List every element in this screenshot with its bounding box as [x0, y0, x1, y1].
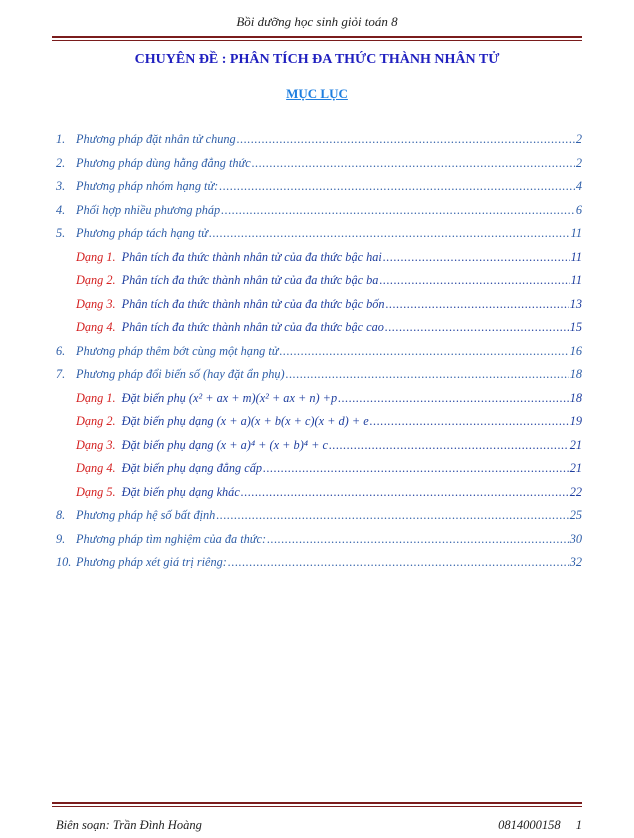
toc-entry-number: 8.	[56, 508, 66, 522]
toc-entry[interactable]	[56, 156, 582, 180]
toc-entry-number: 6.	[56, 343, 66, 358]
footer-rule-thin	[52, 806, 582, 807]
page-number: 1	[575, 818, 582, 832]
toc-entry-page: 2	[575, 132, 582, 146]
toc-entry-page: 21	[569, 461, 582, 475]
document-title: CHUYÊN ĐỀ : PHÂN TÍCH ĐA THỨC THÀNH NHÂN TỬ	[134, 52, 500, 67]
toc-entry-number: 10.	[56, 555, 72, 569]
toc-entry-page: 2	[575, 155, 582, 170]
toc-entry[interactable]	[56, 438, 582, 462]
toc-entry[interactable]	[56, 414, 582, 438]
toc-leader-dots	[209, 226, 570, 241]
toc-entry-page: 15	[569, 320, 582, 334]
toc-entry[interactable]	[56, 320, 582, 344]
footer-right	[486, 818, 582, 833]
toc-leader-dots	[267, 532, 569, 547]
footer-author: Biên soạn: Trần Đình Hoàng	[56, 818, 202, 832]
toc-entry-page: 19	[569, 414, 582, 428]
toc-entry-title: Phương pháp đặt nhân tử chung	[76, 132, 236, 146]
toc-entry[interactable]	[56, 132, 582, 156]
toc-entry[interactable]	[56, 297, 582, 321]
toc-entry-type: Dạng 4.	[76, 461, 116, 475]
toc-leader-dots	[385, 320, 569, 335]
toc-entry-title: Phân tích đa thức thành nhân tử của đa thức bậc ba	[121, 273, 379, 287]
toc-leader-dots	[286, 367, 569, 382]
footer-phone: 0814000158	[498, 818, 561, 832]
toc-entry-page: 4	[575, 179, 582, 193]
toc-entry-title: Phương pháp hệ số bất định	[76, 508, 216, 522]
table-of-contents	[56, 132, 582, 579]
toc-entry-page: 16	[569, 343, 582, 358]
toc-entry[interactable]	[56, 226, 582, 250]
toc-entry-title: Phương pháp tách hạng tử	[76, 226, 209, 240]
toc-leader-dots	[379, 273, 569, 288]
toc-entry-page: 18	[569, 390, 582, 405]
toc-entry-title: Phương pháp thêm bớt cùng một hạng tử	[76, 343, 279, 358]
toc-entry-title: Phối hợp nhiều phương pháp	[76, 202, 221, 217]
toc-leader-dots	[279, 344, 568, 359]
toc-leader-dots	[386, 297, 569, 312]
toc-entry-type: Dạng 3.	[76, 437, 116, 452]
toc-entry[interactable]	[56, 532, 582, 556]
toc-entry-type: Dạng 1.	[76, 249, 116, 264]
toc-entry-number: 9.	[56, 531, 66, 546]
toc-entry-title: Phương pháp đổi biến số (hay đặt ẩn phụ)	[76, 367, 285, 381]
toc-leader-dots	[338, 391, 569, 406]
toc-entry-number: 2.	[56, 155, 66, 170]
toc-entry-number: 5.	[56, 226, 66, 240]
toc-entry-number: 7.	[56, 367, 66, 381]
toc-entry-title: Phân tích đa thức thành nhân tử của đa thức bậc bốn	[121, 296, 385, 311]
toc-entry-title: Đặt biến phụ dạng (x + a)⁴ + (x + b)⁴ + c	[121, 437, 328, 452]
toc-entry-title: Đặt biến phụ dạng khác	[121, 484, 240, 499]
toc-leader-dots	[237, 132, 575, 147]
toc-entry-type: Dạng 4.	[76, 320, 116, 334]
toc-entry-title: Phương pháp nhóm hạng tử:	[76, 179, 219, 193]
toc-entry-number: 1.	[56, 132, 66, 146]
toc-entry[interactable]	[56, 344, 582, 368]
header-rule	[52, 36, 582, 38]
toc-entry-page: 30	[569, 531, 582, 546]
toc-leader-dots	[252, 156, 575, 171]
toc-entry-page: 21	[569, 437, 582, 452]
toc-entry-type: Dạng 5.	[76, 484, 116, 499]
toc-entry-page: 13	[569, 296, 582, 311]
toc-entry-type: Dạng 1.	[76, 390, 116, 405]
toc-entry[interactable]	[56, 555, 582, 579]
toc-entry[interactable]	[56, 391, 582, 415]
toc-entry-type: Dạng 3.	[76, 296, 116, 311]
toc-entry[interactable]	[56, 485, 582, 509]
toc-entry-page: 6	[575, 202, 582, 217]
toc-leader-dots	[241, 485, 569, 500]
toc-entry-title: Phân tích đa thức thành nhân tử của đa thức bậc cao	[121, 320, 384, 334]
page-header: Bồi dưỡng học sinh giỏi toán 8	[236, 14, 398, 29]
toc-entry[interactable]	[56, 203, 582, 227]
toc-leader-dots	[228, 555, 569, 570]
toc-leader-dots	[221, 203, 575, 218]
toc-entry-type: Dạng 2.	[76, 273, 116, 287]
header-rule-thin	[52, 40, 582, 41]
toc-leader-dots	[370, 414, 569, 429]
toc-entry-page: 11	[570, 273, 582, 287]
toc-entry-title: Đặt biến phụ dạng (x + a)(x + b(x + c)(x + d) + e	[121, 414, 369, 428]
toc-entry-page: 22	[569, 484, 582, 499]
toc-entry-number: 3.	[56, 179, 66, 193]
toc-entry-title: Đặt biến phụ (x² + ax + m)(x² + ax + n) +p	[121, 390, 338, 405]
toc-entry[interactable]	[56, 367, 582, 391]
toc-leader-dots	[263, 461, 569, 476]
toc-entry-page: 32	[569, 555, 582, 569]
toc-entry[interactable]	[56, 250, 582, 274]
toc-entry-page: 11	[570, 226, 582, 240]
toc-leader-dots	[383, 250, 570, 265]
toc-entry-title: Phương pháp dùng hằng đẳng thức	[76, 155, 251, 170]
toc-entry-page: 25	[569, 508, 582, 522]
toc-leader-dots	[219, 179, 575, 194]
toc-entry-type: Dạng 2.	[76, 414, 116, 428]
toc-leader-dots	[216, 508, 568, 523]
toc-entry-page: 11	[570, 249, 582, 264]
footer-rule	[52, 802, 582, 804]
toc-entry-page: 18	[569, 367, 582, 381]
toc-entry[interactable]	[56, 179, 582, 203]
toc-entry-title: Phương pháp tìm nghiệm của đa thức:	[76, 531, 267, 546]
toc-entry-title: Phương pháp xét giá trị riêng:	[76, 555, 227, 569]
toc-entry-number: 4.	[56, 202, 66, 217]
toc-heading[interactable]: MỤC LỤC	[286, 86, 348, 101]
toc-leader-dots	[329, 438, 569, 453]
toc-entry[interactable]	[56, 273, 582, 297]
toc-entry[interactable]	[56, 461, 582, 485]
toc-entry-title: Đặt biến phụ dạng đẳng cấp	[121, 461, 263, 475]
toc-entry-title: Phân tích đa thức thành nhân tử của đa thức bậc hai	[121, 249, 382, 264]
toc-entry[interactable]	[56, 508, 582, 532]
